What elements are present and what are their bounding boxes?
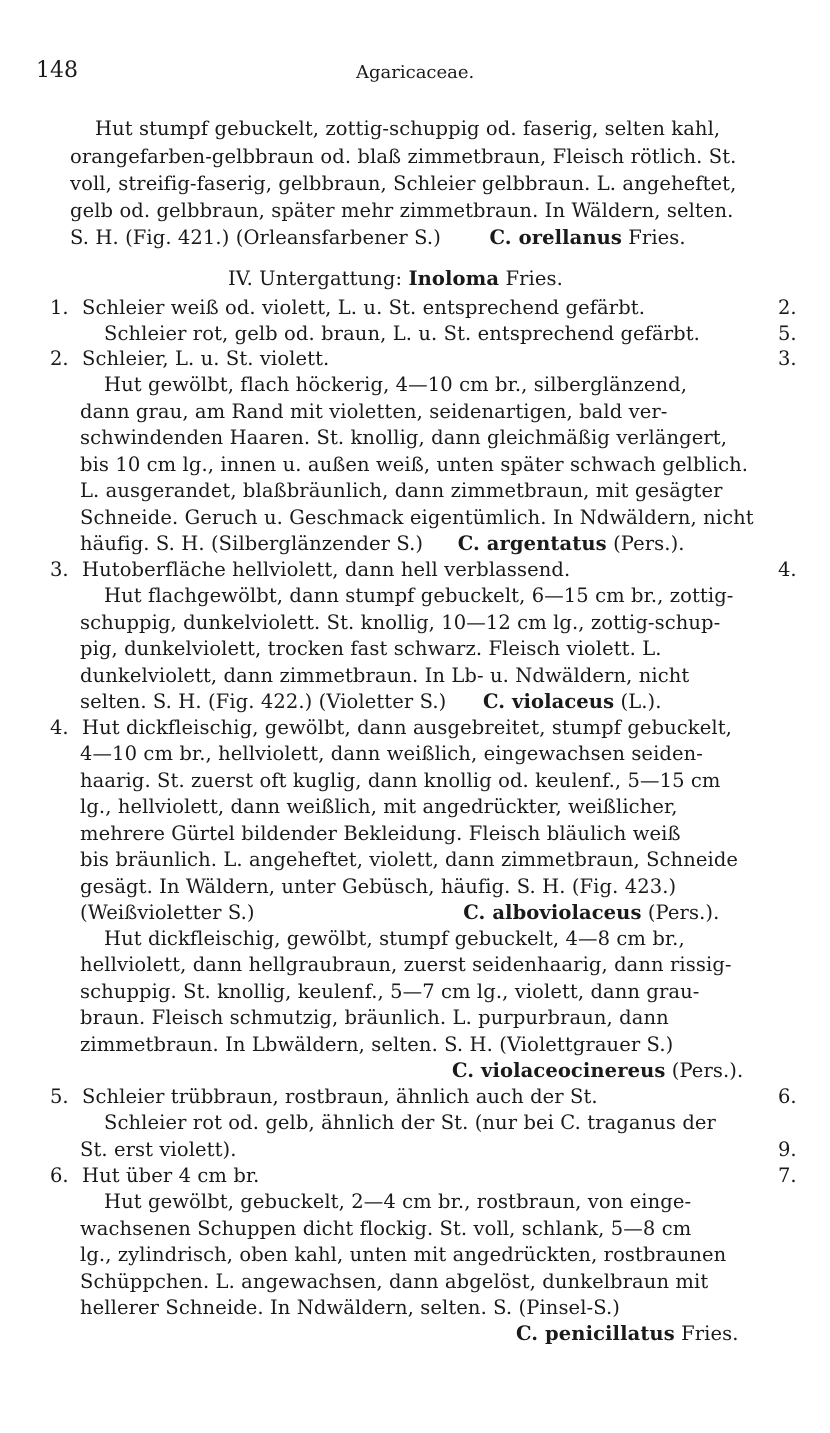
species-name: C. violaceus (482, 690, 615, 713)
description-line: Hut dickfleischig, gewölbt, dann ausgebreitet, stumpf gebuckelt, (82, 716, 732, 739)
section-prefix: IV. Untergattung: (228, 267, 403, 290)
key-reference: 9. (778, 1138, 797, 1161)
intro-line-5 (70, 225, 686, 251)
description-line (452, 1058, 743, 1084)
description-line: Hut gewölbt, gebuckelt, 2—4 cm br., rostbraun, von einge- (104, 1190, 692, 1213)
section-name: Inoloma (408, 267, 500, 290)
description-line: mehrere Gürtel bildender Bekleidung. Fleisch bläulich weiß (80, 822, 681, 845)
key-number: 2. (50, 347, 69, 370)
description-line: hellerer Schneide. In Ndwäldern, selten. S. (Pinsel-S.) (80, 1296, 620, 1319)
description-line: haarig. St. zuerst oft kuglig, dann knollig od. keulenf., 5—15 cm (80, 769, 721, 792)
key-couplet-a: Hut über 4 cm br. (82, 1164, 260, 1187)
description-line (80, 900, 719, 926)
key-number: 4. (50, 716, 69, 739)
description-line: Schüppchen. L. angewachsen, dann abgelöst, dunkelbraun mit (80, 1270, 709, 1293)
description-line: Schneide. Geruch u. Geschmack eigentümlich. In Ndwäldern, nicht (80, 506, 754, 529)
reference-text: häufig. S. H. (Silberglänzender S.) (80, 532, 424, 555)
key-couplet-b-cont: St. erst violett). (80, 1138, 237, 1161)
key-reference: 2. (778, 296, 797, 319)
key-reference: 5. (778, 322, 797, 345)
description-line: schuppig, dunkelviolett. St. knollig, 10—12 cm lg., zottig-schup- (80, 611, 721, 634)
description-line: schwindenden Haaren. St. knollig, dann gleichmäßig verlängert, (80, 426, 728, 449)
species-name: C. alboviolaceus (463, 901, 642, 924)
key-couplet-b: Schleier rot, gelb od. braun, L. u. St. entsprechend gefärbt. (104, 322, 700, 345)
species-name: C. violaceocinereus (452, 1059, 666, 1082)
key-number: 5. (50, 1085, 69, 1108)
intro-reference: S. H. (Fig. 421.) (Orleansfarbener S.) (70, 226, 441, 249)
key-couplet-a: Hutoberfläche hellviolett, dann hell verblassend. (82, 558, 571, 581)
intro-line-4: gelb od. gelbbraun, später mehr zimmetbraun. In Wäldern, selten. (70, 199, 734, 222)
species-name: C. argentatus (457, 532, 607, 555)
description-line: zimmetbraun. In Lbwäldern, selten. S. H. (Violettgrauer S.) (80, 1033, 674, 1056)
description-line (80, 689, 662, 715)
description-line: dann grau, am Rand mit violetten, seidenartigen, bald ver- (80, 400, 668, 423)
section-author: Fries. (505, 267, 563, 290)
description-line (516, 1321, 739, 1347)
key-couplet-a: Schleier trübbraun, rostbraun, ähnlich auch der St. (82, 1085, 598, 1108)
key-couplet-b: Schleier rot od. gelb, ähnlich der St. (nur bei C. traganus der (104, 1111, 716, 1134)
page-number: 148 (36, 58, 78, 83)
intro-line-3: voll, streifig-faserig, gelbbraun, Schleier gelbbraun. L. angeheftet, (70, 172, 737, 195)
description-line: dunkelviolett, dann zimmetbraun. In Lb- u. Ndwäldern, nicht (80, 664, 690, 687)
description-line: L. ausgerandet, blaßbräunlich, dann zimmetbraun, mit gesägter (80, 479, 723, 502)
intro-line-1: Hut stumpf gebuckelt, zottig-schuppig od. faserig, selten kahl, (95, 117, 721, 140)
description-line: Hut flachgewölbt, dann stumpf gebuckelt, 6—15 cm br., zottig- (104, 584, 734, 607)
key-number: 3. (50, 558, 69, 581)
species-author: (L.). (620, 690, 662, 713)
key-reference: 6. (778, 1085, 797, 1108)
species-name: C. orellanus (489, 226, 622, 249)
description-line: lg., hellviolett, dann weißlich, mit angedrückter, weißlicher, (80, 795, 678, 818)
description-line: pig, dunkelviolett, trocken fast schwarz. Fleisch violett. L. (80, 637, 662, 660)
reference-text: selten. S. H. (Fig. 422.) (Violetter S.) (80, 690, 447, 713)
description-line: bis bräunlich. L. angeheftet, violett, dann zimmetbraun, Schneide (80, 848, 739, 871)
key-reference: 7. (778, 1164, 797, 1187)
description-line: lg., zylindrisch, oben kahl, unten mit angedrückten, rostbraunen (80, 1243, 727, 1266)
description-line: Hut gewölbt, flach höckerig, 4—10 cm br., silberglänzend, (104, 373, 688, 396)
reference-text: (Weißvioletter S.) (80, 901, 255, 924)
description-line: 4—10 cm br., hellviolett, dann weißlich, eingewachsen seiden- (80, 742, 703, 765)
key-couplet-a: Schleier weiß od. violett, L. u. St. entsprechend gefärbt. (82, 296, 646, 319)
key-number: 1. (50, 296, 69, 319)
species-author: Fries. (681, 1322, 739, 1345)
species-author: (Pers.). (647, 901, 720, 924)
species-author: (Pers.). (613, 532, 685, 555)
key-reference: 4. (778, 558, 797, 581)
description-line: schuppig. St. knollig, keulenf., 5—7 cm lg., violett, dann grau- (80, 980, 700, 1003)
description-line: hellviolett, dann hellgraubraun, zuerst seidenhaarig, dann rissig- (80, 953, 732, 976)
description-line: bis 10 cm lg., innen u. außen weiß, unten später schwach gelblich. (80, 453, 749, 476)
description-line: braun. Fleisch schmutzig, bräunlich. L. purpurbraun, dann (80, 1006, 669, 1029)
species-author: (Pers.). (671, 1059, 744, 1082)
running-header: Agaricaceae. (356, 62, 475, 83)
description-line (80, 531, 685, 557)
description-line: Hut dickfleischig, gewölbt, stumpf gebuckelt, 4—8 cm br., (104, 927, 685, 950)
species-author: Fries. (628, 226, 686, 249)
intro-line-2: orangefarben-gelbbraun od. blaß zimmetbraun, Fleisch rötlich. St. (70, 145, 737, 168)
section-heading (228, 266, 563, 292)
key-couplet-a: Schleier, L. u. St. violett. (82, 347, 330, 370)
species-name: C. penicillatus (516, 1322, 675, 1345)
key-number: 6. (50, 1164, 69, 1187)
description-line: wachsenen Schuppen dicht flockig. St. voll, schlank, 5—8 cm (80, 1217, 692, 1240)
key-reference: 3. (778, 347, 797, 370)
description-line: gesägt. In Wäldern, unter Gebüsch, häufig. S. H. (Fig. 423.) (80, 875, 677, 898)
